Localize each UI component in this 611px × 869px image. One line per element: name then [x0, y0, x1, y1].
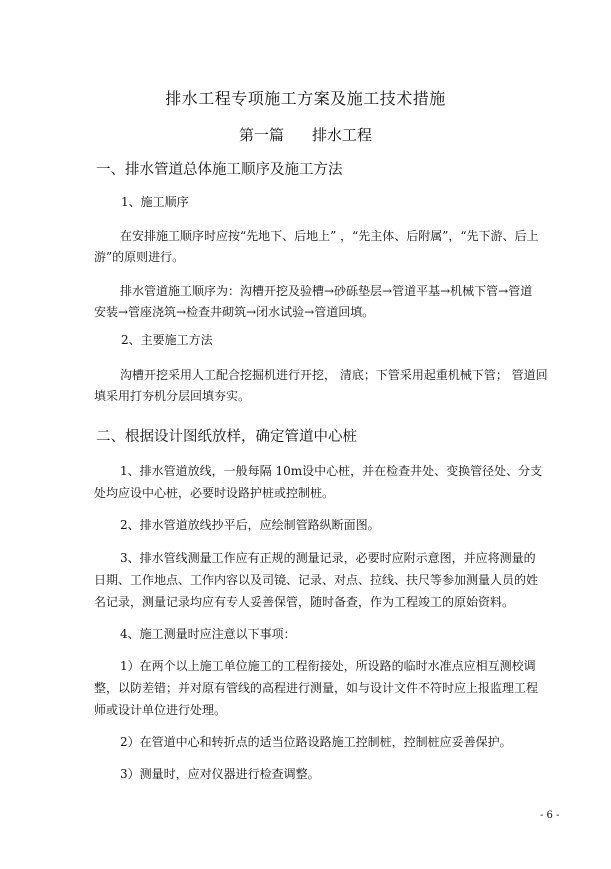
paragraph-line: 1、排水管道放线，一般每隔 10m设中心桩，并在检查井处、变换管径处、分支: [120, 464, 543, 478]
chapter-heading: [0, 124, 611, 145]
paragraph-line: 安装→管座浇筑→检查井砌筑→闭水试验→管道回填。: [94, 305, 375, 319]
chapter-label: 第一篇: [238, 126, 284, 144]
list-item-line: 1）在两个以上施工单位施工的工程衔接处，所设路的临时水准点应相互测校调: [120, 659, 536, 673]
paragraph-line: 名记录，测量记录均应有专人妥善保管，随时备查，作为工程竣工的原始资料。: [94, 595, 515, 609]
list-item-line: 2）在管道中心和转折点的适当位路设路施工控制桩，控制桩应妥善保护。: [120, 735, 512, 749]
subsection-1-heading: 1、施工顺序: [121, 195, 189, 209]
section-1-heading: 一、排水管道总体施工顺序及施工方法: [96, 162, 343, 178]
paragraph-line: 4、施工测量时应注意以下事项：: [120, 627, 296, 641]
paragraph-line: 填采用打夯机分层回填夯实。: [94, 389, 251, 403]
paragraph-line: 日期、工作地点、工作内容以及司镜、记录、对点、拉线、扶尺等参加测量人员的姓: [94, 573, 539, 587]
list-item-line: 师或设计单位进行处理。: [94, 703, 227, 717]
paragraph-line: 游”的原则进行。: [94, 250, 185, 264]
paragraph-line: 2、排水管道放线抄平后，应绘制管路纵断面图。: [120, 518, 380, 532]
paragraph-line: 处均应设中心桩，必要时设路护桩或控制桩。: [94, 486, 335, 500]
paragraph-line: 排水管道施工顺序为：沟槽开挖及验槽→砂砾垫层→管道平基→机械下管→管道: [120, 284, 533, 298]
paragraph-line: 在安排施工顺序时应按“先地下、后地上” ，“先主体、后附属”，“先下游、后上: [120, 229, 539, 243]
subsection-2-heading: 2、主要施工方法: [121, 333, 213, 347]
paragraph-line: 3、排水管线测量工作应有正规的测量记录，必要时应附示意图，并应将测量的: [120, 551, 536, 565]
list-item-line: 整，以防差错；并对原有管线的高程进行测量，如与设计文件不符时应上报监理工程: [94, 681, 539, 695]
list-item-line: 3）测量时，应对仪器进行检查调整。: [120, 767, 320, 781]
page-number: - 6 -: [540, 810, 560, 821]
document-title: 排水工程专项施工方案及施工技术措施: [165, 89, 446, 108]
paragraph-line: 沟槽开挖采用人工配合挖掘机进行开挖， 清底；下管采用起重机械下管； 管道回: [120, 368, 548, 382]
section-2-heading: 二、根据设计图纸放样，确定管道中心桩: [96, 429, 357, 445]
chapter-name: 排水工程: [312, 126, 373, 144]
